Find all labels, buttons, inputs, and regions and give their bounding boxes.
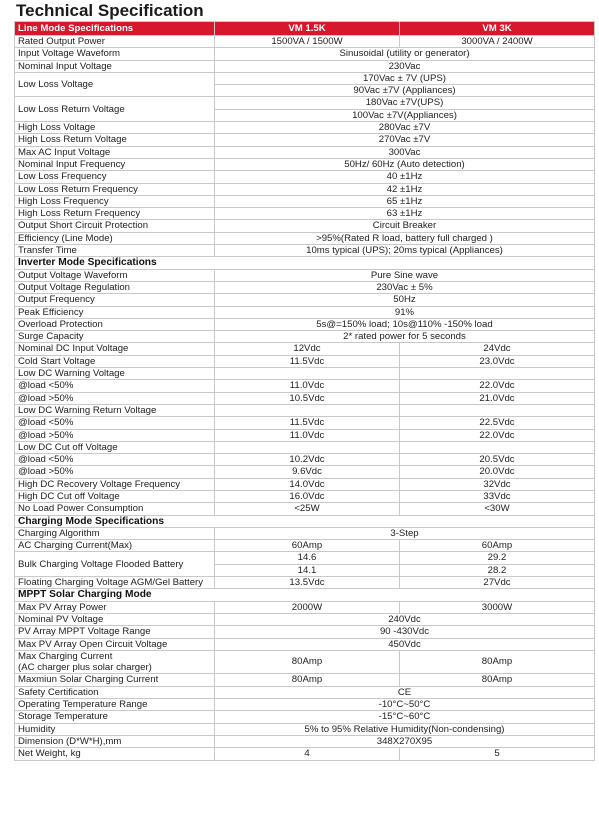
row-label: Safety Certification — [15, 686, 215, 698]
row-label: Low DC Warning Return Voltage — [15, 404, 215, 416]
table-row — [15, 454, 595, 466]
row-value-model-2: 5 — [400, 748, 595, 760]
row-value: 300Vac — [215, 146, 595, 158]
row-value: CE — [215, 686, 595, 698]
table-row — [15, 331, 595, 343]
table-row — [15, 613, 595, 625]
section-row — [15, 515, 595, 527]
row-label: Rated Output Power — [15, 36, 215, 48]
row-value: 90Vac ±7V (Appliances) — [215, 85, 595, 97]
row-value: 270Vac ±7V — [215, 134, 595, 146]
row-value-model-2: 20.0Vdc — [400, 466, 595, 478]
row-label: Efficiency (Line Mode) — [15, 232, 215, 244]
row-value: 65 ±1Hz — [215, 195, 595, 207]
row-label: Bulk Charging Voltage Flooded Battery — [15, 552, 215, 577]
row-value-model-2 — [400, 404, 595, 416]
row-value-model-2 — [400, 368, 595, 380]
row-label: @load >50% — [15, 392, 215, 404]
table-row — [15, 306, 595, 318]
row-label: Max AC Input Voltage — [15, 146, 215, 158]
row-value: 5% to 95% Relative Humidity(Non-condensing) — [215, 723, 595, 735]
section-heading: Inverter Mode Specifications — [15, 257, 595, 269]
table-row — [15, 527, 595, 539]
row-value-model-1 — [215, 404, 400, 416]
table-row — [15, 638, 595, 650]
page-title: Technical Specification — [16, 1, 204, 20]
table-row — [15, 134, 595, 146]
row-value: 170Vac ± 7V (UPS) — [215, 72, 595, 84]
table-row — [15, 503, 595, 515]
row-value-model-1: 11.0Vdc — [215, 380, 400, 392]
table-row — [15, 466, 595, 478]
spec-table-body — [15, 36, 595, 761]
table-row — [15, 552, 595, 564]
row-label: Charging Algorithm — [15, 527, 215, 539]
row-label: Output Voltage Regulation — [15, 281, 215, 293]
row-value-model-1: 10.2Vdc — [215, 454, 400, 466]
table-row — [15, 195, 595, 207]
table-row — [15, 650, 595, 674]
table-row — [15, 220, 595, 232]
row-value-model-1: 60Amp — [215, 540, 400, 552]
row-label: AC Charging Current(Max) — [15, 540, 215, 552]
row-value-model-1: 16.0Vdc — [215, 490, 400, 502]
table-row — [15, 343, 595, 355]
row-label: Output Frequency — [15, 294, 215, 306]
row-label: High Loss Voltage — [15, 122, 215, 134]
row-value: 50Hz — [215, 294, 595, 306]
table-row — [15, 404, 595, 416]
table-row — [15, 183, 595, 195]
row-value: 180Vac ±7V(UPS) — [215, 97, 595, 109]
row-value-model-2: 32Vdc — [400, 478, 595, 490]
row-value-model-2: 3000W — [400, 601, 595, 613]
row-value-model-1: 11.5Vdc — [215, 355, 400, 367]
table-row — [15, 355, 595, 367]
row-value-model-2: 27Vdc — [400, 577, 595, 589]
row-label: Low Loss Return Frequency — [15, 183, 215, 195]
row-value: 230Vac — [215, 60, 595, 72]
row-label: Nominal Input Frequency — [15, 158, 215, 170]
header-model-1: VM 1.5K — [215, 22, 400, 36]
section-heading: MPPT Solar Charging Mode — [15, 589, 595, 601]
table-row — [15, 281, 595, 293]
table-row — [15, 72, 595, 84]
spec-table — [14, 21, 595, 761]
row-value-model-1: 10.5Vdc — [215, 392, 400, 404]
section-heading: Charging Mode Specifications — [15, 515, 595, 527]
table-row — [15, 208, 595, 220]
row-label: @load <50% — [15, 417, 215, 429]
row-value-model-1 — [215, 368, 400, 380]
table-row — [15, 748, 595, 760]
row-label: High DC Recovery Voltage Frequency — [15, 478, 215, 490]
header-line-mode: Line Mode Specifications — [15, 22, 215, 36]
table-row — [15, 429, 595, 441]
table-row — [15, 699, 595, 711]
row-label: @load <50% — [15, 380, 215, 392]
table-row — [15, 441, 595, 453]
row-label: Nominal Input Voltage — [15, 60, 215, 72]
table-row — [15, 294, 595, 306]
row-label: Storage Temperature — [15, 711, 215, 723]
row-label: Humidity — [15, 723, 215, 735]
row-value: 63 ±1Hz — [215, 208, 595, 220]
table-row — [15, 392, 595, 404]
row-label: Low Loss Voltage — [15, 72, 215, 97]
table-row — [15, 490, 595, 502]
row-label: Output Voltage Waveform — [15, 269, 215, 281]
row-value-model-2: 28.2 — [400, 564, 595, 576]
row-value: 100Vac ±7V(Appliances) — [215, 109, 595, 121]
row-value: 50Hz/ 60Hz (Auto detection) — [215, 158, 595, 170]
row-label-line-1: Max Charging Current — [18, 650, 113, 662]
row-value: 42 ±1Hz — [215, 183, 595, 195]
section-row — [15, 257, 595, 269]
table-row — [15, 723, 595, 735]
row-label: @load >50% — [15, 429, 215, 441]
row-value-model-2: 23.0Vdc — [400, 355, 595, 367]
row-value-model-2: 22.5Vdc — [400, 417, 595, 429]
row-label: Input Voltage Waveform — [15, 48, 215, 60]
row-label: Max PV Array Power — [15, 601, 215, 613]
row-label: Low DC Warning Voltage — [15, 368, 215, 380]
row-value: 3-Step — [215, 527, 595, 539]
row-value-model-1: 1500VA / 1500W — [215, 36, 400, 48]
row-label: Low Loss Frequency — [15, 171, 215, 183]
row-value: Pure Sine wave — [215, 269, 595, 281]
row-label: No Load Power Consumption — [15, 503, 215, 515]
table-row — [15, 232, 595, 244]
row-value: 348X270X95 — [215, 735, 595, 747]
row-value: 90 -430Vdc — [215, 626, 595, 638]
row-value-model-2: 20.5Vdc — [400, 454, 595, 466]
row-value-model-1 — [215, 441, 400, 453]
row-value-model-2 — [400, 441, 595, 453]
row-value: 10ms typical (UPS); 20ms typical (Appliances) — [215, 245, 595, 257]
row-label: Transfer Time — [15, 245, 215, 257]
table-row — [15, 540, 595, 552]
table-row — [15, 146, 595, 158]
row-value: 230Vac ± 5% — [215, 281, 595, 293]
table-row — [15, 417, 595, 429]
row-value-model-2: 60Amp — [400, 540, 595, 552]
table-row — [15, 60, 595, 72]
table-row — [15, 735, 595, 747]
row-value: Circuit Breaker — [215, 220, 595, 232]
row-label: Low DC Cut off Voltage — [15, 441, 215, 453]
table-row — [15, 48, 595, 60]
row-label: Operating Temperature Range — [15, 699, 215, 711]
table-row — [15, 478, 595, 490]
row-label: High Loss Return Frequency — [15, 208, 215, 220]
row-value-model-1: 4 — [215, 748, 400, 760]
table-row — [15, 245, 595, 257]
row-label: Cold Start Voltage — [15, 355, 215, 367]
table-row — [15, 318, 595, 330]
row-value-model-1: 9.6Vdc — [215, 466, 400, 478]
row-value: 40 ±1Hz — [215, 171, 595, 183]
row-value: Sinusoidal (utility or generator) — [215, 48, 595, 60]
row-value-model-1: 11.5Vdc — [215, 417, 400, 429]
row-value-model-1: 14.1 — [215, 564, 400, 576]
row-label: Output Short Circuit Protection — [15, 220, 215, 232]
row-label: Surge Capacity — [15, 331, 215, 343]
table-row — [15, 380, 595, 392]
row-value-model-1: 14.6 — [215, 552, 400, 564]
table-row — [15, 36, 595, 48]
row-value: -15°C~60°C — [215, 711, 595, 723]
row-label: @load >50% — [15, 466, 215, 478]
table-row — [15, 686, 595, 698]
table-row — [15, 368, 595, 380]
row-value-model-1: 12Vdc — [215, 343, 400, 355]
row-label: Nominal PV Voltage — [15, 613, 215, 625]
row-value: 280Vac ±7V — [215, 122, 595, 134]
row-label: Maxmiun Solar Charging Current — [15, 674, 215, 686]
table-row — [15, 269, 595, 281]
row-label: PV Array MPPT Voltage Range — [15, 626, 215, 638]
row-value-model-2: 3000VA / 2400W — [400, 36, 595, 48]
header-model-2: VM 3K — [400, 22, 595, 36]
table-row — [15, 626, 595, 638]
row-label: Net Weight, kg — [15, 748, 215, 760]
row-label-line-2: (AC charger plus solar charger) — [18, 662, 152, 674]
row-value-model-1: 80Amp — [215, 650, 400, 674]
row-value-model-2: <30W — [400, 503, 595, 515]
row-label: Peak Efficiency — [15, 306, 215, 318]
row-value-model-2: 22.0Vdc — [400, 429, 595, 441]
table-row — [15, 158, 595, 170]
row-value-model-2: 21.0Vdc — [400, 392, 595, 404]
table-row — [15, 577, 595, 589]
row-value-model-2: 22.0Vdc — [400, 380, 595, 392]
row-label: Max PV Array Open Circuit Voltage — [15, 638, 215, 650]
row-value: >95%(Rated R load, battery full charged ) — [215, 232, 595, 244]
row-value-model-1: 13.5Vdc — [215, 577, 400, 589]
row-label: Floating Charging Voltage AGM/Gel Battery — [15, 577, 215, 589]
row-label — [15, 650, 215, 674]
table-row — [15, 97, 595, 109]
row-value-model-2: 33Vdc — [400, 490, 595, 502]
row-value-model-1: 80Amp — [215, 674, 400, 686]
row-label: @load <50% — [15, 454, 215, 466]
section-row — [15, 589, 595, 601]
row-value: 5s@=150% load; 10s@110% -150% load — [215, 318, 595, 330]
row-value-model-1: 11.0Vdc — [215, 429, 400, 441]
row-value: 2* rated power for 5 seconds — [215, 331, 595, 343]
row-label: Low Loss Return Voltage — [15, 97, 215, 122]
table-row — [15, 674, 595, 686]
row-value-model-2: 80Amp — [400, 674, 595, 686]
row-value-model-1: 2000W — [215, 601, 400, 613]
row-value: 91% — [215, 306, 595, 318]
row-value-model-2: 24Vdc — [400, 343, 595, 355]
row-value-model-2: 80Amp — [400, 650, 595, 674]
row-label: Nominal DC Input Voltage — [15, 343, 215, 355]
row-label: High Loss Frequency — [15, 195, 215, 207]
table-row — [15, 601, 595, 613]
table-row — [15, 171, 595, 183]
row-value-model-2: 29.2 — [400, 552, 595, 564]
row-label: Overload Protection — [15, 318, 215, 330]
row-label: High DC Cut off Voltage — [15, 490, 215, 502]
row-value-model-1: 14.0Vdc — [215, 478, 400, 490]
row-label: Dimension (D*W*H),mm — [15, 735, 215, 747]
row-label: High Loss Return Voltage — [15, 134, 215, 146]
table-row — [15, 122, 595, 134]
row-value: -10°C~50°C — [215, 699, 595, 711]
row-value-model-1: <25W — [215, 503, 400, 515]
row-value: 240Vdc — [215, 613, 595, 625]
row-value: 450Vdc — [215, 638, 595, 650]
table-header-row — [15, 22, 595, 36]
table-row — [15, 711, 595, 723]
